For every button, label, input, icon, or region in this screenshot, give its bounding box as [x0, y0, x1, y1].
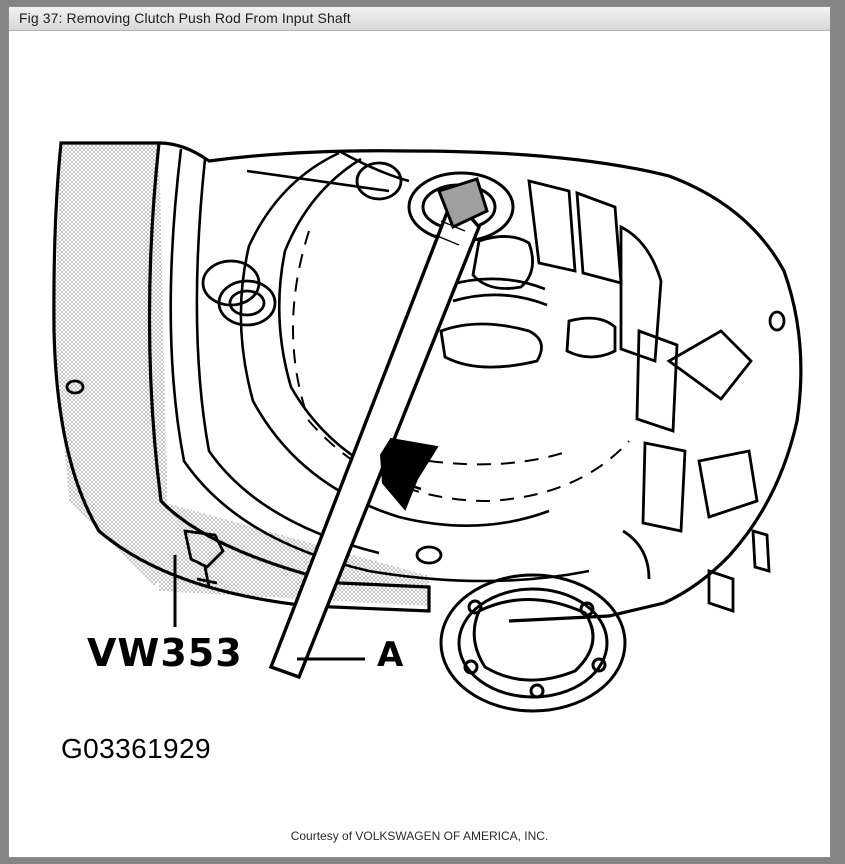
housing-shading [54, 143, 429, 606]
technical-diagram [9, 31, 830, 801]
figure-caption: Fig 37: Removing Clutch Push Rod From Input Shaft [19, 10, 351, 26]
bearing-cover-flange [441, 575, 625, 711]
callout-label-a: A [377, 635, 404, 675]
tool-label: VW353 [87, 631, 243, 675]
direction-arrow [381, 439, 437, 509]
housing-ribs [441, 181, 769, 611]
figure-window [8, 6, 831, 858]
image-code-label: G03361929 [61, 733, 211, 764]
bell-housing-illustration [9, 31, 830, 801]
figure-title-bar [9, 7, 830, 31]
figure-body [9, 31, 830, 857]
courtesy-notice: Courtesy of VOLKSWAGEN OF AMERICA, INC. [290, 829, 549, 843]
bell-housing-inner-arcs [171, 149, 589, 581]
push-rod-tool [271, 191, 479, 677]
